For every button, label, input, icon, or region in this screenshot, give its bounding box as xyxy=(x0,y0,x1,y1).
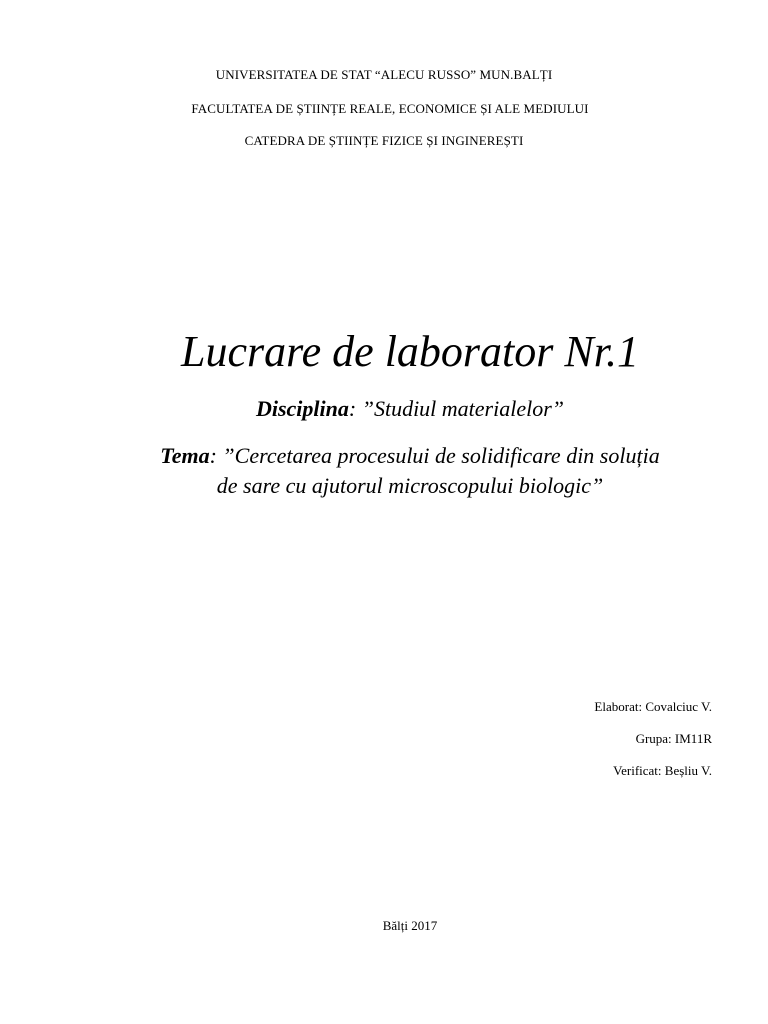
topic-line-2: de sare cu ajutorul microscopului biologic” xyxy=(216,473,604,498)
discipline-separator: : xyxy=(348,396,362,421)
discipline-label: Disciplina xyxy=(255,396,349,421)
group-line: Grupa: IM11R xyxy=(635,731,712,746)
department-name: CATEDRA DE ȘTIINȚE FIZICE ȘI INGINEREȘTI xyxy=(244,133,524,148)
faculty-name: FACULTATEA DE ȘTIINȚE REALE, ECONOMICE ȘI ALE MEDIULUI xyxy=(191,101,589,116)
document-title: Lucrare de laborator Nr.1 xyxy=(181,327,639,376)
place-year: Bălți 2017 xyxy=(382,918,438,933)
topic-text-1: ”Cercetarea procesului de solidificare din soluția xyxy=(222,443,660,468)
checked-by-line: Verificat: Beșliu V. xyxy=(613,763,712,778)
topic-separator: : xyxy=(209,443,223,468)
discipline-line xyxy=(0,395,768,423)
topic-label: Tema xyxy=(160,443,210,468)
university-name: UNIVERSITATEA DE STAT “ALECU RUSSO” MUN.BALȚI xyxy=(215,67,553,82)
author-line: Elaborat: Covalciuc V. xyxy=(594,699,712,714)
discipline-value: ”Studiul materialelor” xyxy=(361,396,565,421)
topic-block xyxy=(0,441,768,501)
topic-line-1 xyxy=(0,441,768,471)
